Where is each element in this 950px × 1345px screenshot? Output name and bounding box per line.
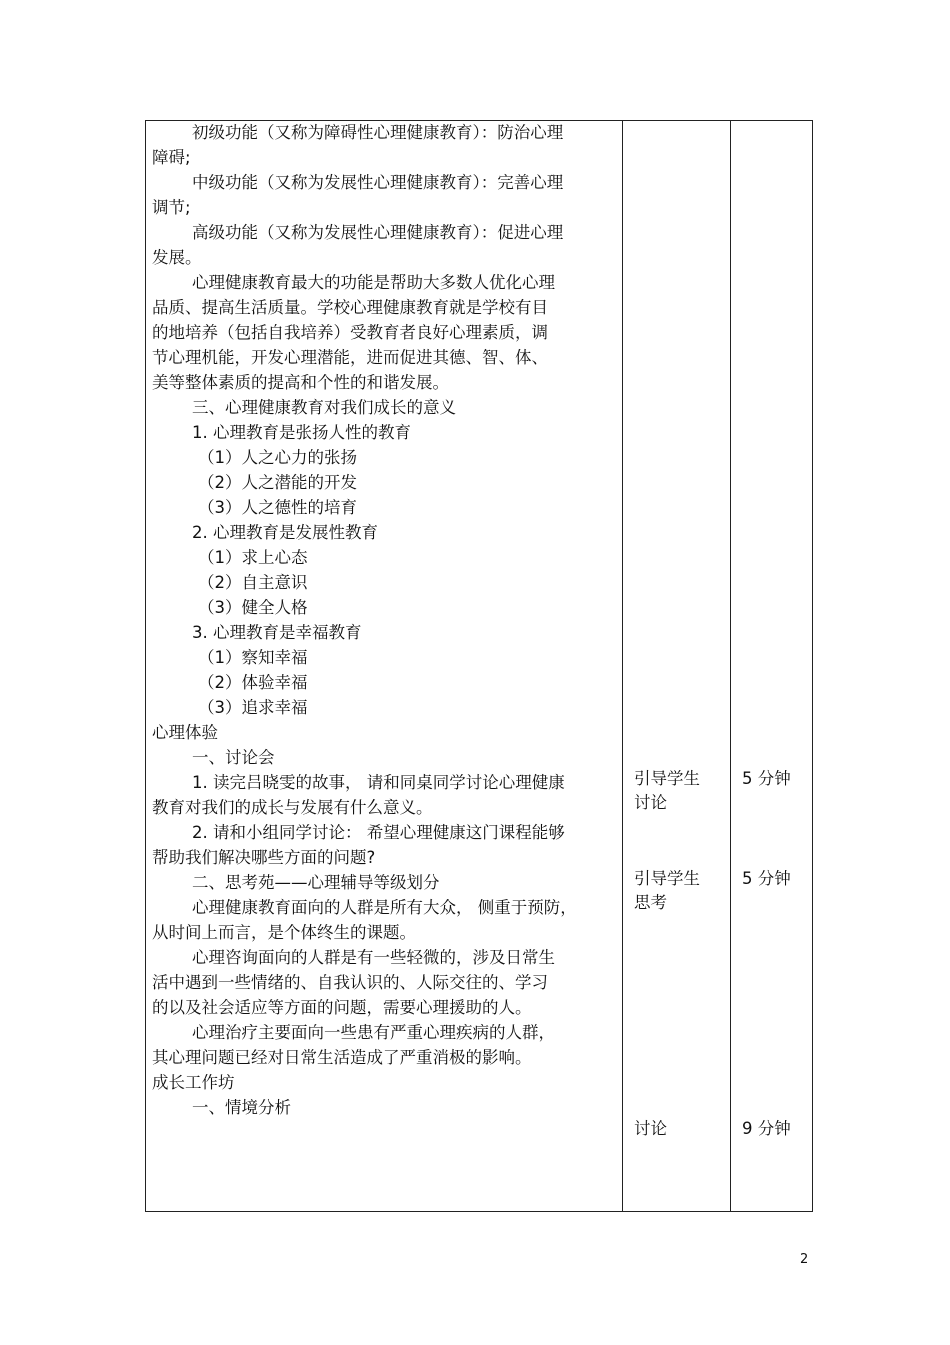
content-line: （2）人之潜能的开发	[198, 473, 357, 492]
activity-line: 讨论	[634, 793, 667, 812]
activity-line: 思考	[634, 893, 667, 912]
content-line: （2）体验幸福	[198, 673, 308, 692]
content-line: 障碍;	[152, 148, 191, 167]
activity-line: 引导学生	[634, 869, 700, 888]
content-line: 其心理问题已经对日常生活造成了严重消极的影响。	[152, 1048, 532, 1067]
lesson-table	[145, 120, 813, 1212]
content-line: 帮助我们解决哪些方面的问题?	[152, 848, 376, 867]
content-line: 活中遇到一些情绪的、自我认识的、人际交往的、学习	[152, 973, 548, 992]
activity-cell	[634, 1117, 667, 1141]
content-line: （2）自主意识	[198, 573, 308, 592]
content-line: 心理治疗主要面向一些患有严重心理疾病的人群，	[192, 1023, 555, 1042]
content-line: （3）健全人格	[198, 598, 308, 617]
column-divider	[622, 121, 623, 1211]
content-line: 一、情境分析	[192, 1098, 291, 1117]
activity-line: 讨论	[634, 1119, 667, 1138]
time-cell: 5 分钟	[742, 769, 791, 788]
content-line: 3. 心理教育是幸福教育	[192, 623, 362, 642]
content-line: 从时间上而言，是个体终生的课题。	[152, 923, 416, 942]
content-line: 二、思考苑——心理辅导等级划分	[192, 873, 440, 892]
content-line: （3）人之德性的培育	[198, 498, 357, 517]
content-line: 心理咨询面向的人群是有一些轻微的，涉及日常生	[192, 948, 555, 967]
content-line: （3）追求幸福	[198, 698, 308, 717]
content-line: 的以及社会适应等方面的问题，需要心理援助的人。	[152, 998, 532, 1017]
content-line: 美等整体素质的提高和个性的和谐发展。	[152, 373, 449, 392]
time-cell: 5 分钟	[742, 869, 791, 888]
content-line: 品质、提高生活质量。学校心理健康教育就是学校有目	[152, 298, 548, 317]
activity-cell	[634, 767, 700, 815]
content-line: 2. 请和小组同学讨论： 希望心理健康这门课程能够	[192, 823, 565, 842]
content-line: 三、心理健康教育对我们成长的意义	[192, 398, 456, 417]
content-line: 心理健康教育最大的功能是帮助大多数人优化心理	[192, 273, 555, 292]
content-line: （1）求上心态	[198, 548, 308, 567]
content-line: 教育对我们的成长与发展有什么意义。	[152, 798, 433, 817]
content-line: 的地培养（包括自我培养）受教育者良好心理素质，调	[152, 323, 548, 342]
content-line: 初级功能（又称为障碍性心理健康教育）：防治心理	[192, 123, 564, 142]
content-line: 发展。	[152, 248, 202, 267]
time-cell: 9 分钟	[742, 1119, 791, 1138]
content-line: （1）察知幸福	[198, 648, 308, 667]
content-line: 中级功能（又称为发展性心理健康教育）：完善心理	[192, 173, 564, 192]
content-line: 心理健康教育面向的人群是所有大众， 侧重于预防，	[192, 898, 577, 917]
content-line: 节心理机能，开发心理潜能，进而促进其德、智、体、	[152, 348, 548, 367]
content-line: 1. 读完吕晓雯的故事， 请和同桌同学讨论心理健康	[192, 773, 565, 792]
content-line: （1）人之心力的张扬	[198, 448, 357, 467]
activity-line: 引导学生	[634, 769, 700, 788]
activity-cell	[634, 867, 700, 915]
content-line: 心理体验	[152, 723, 218, 742]
content-line: 2. 心理教育是发展性教育	[192, 523, 378, 542]
content-line: 一、讨论会	[192, 748, 275, 767]
column-divider	[730, 121, 731, 1211]
content-line: 成长工作坊	[152, 1073, 235, 1092]
content-line: 1. 心理教育是张扬人性的教育	[192, 423, 411, 442]
content-line: 高级功能（又称为发展性心理健康教育）：促进心理	[192, 223, 564, 242]
page-number: 2	[800, 1252, 809, 1267]
content-line: 调节;	[152, 198, 191, 217]
